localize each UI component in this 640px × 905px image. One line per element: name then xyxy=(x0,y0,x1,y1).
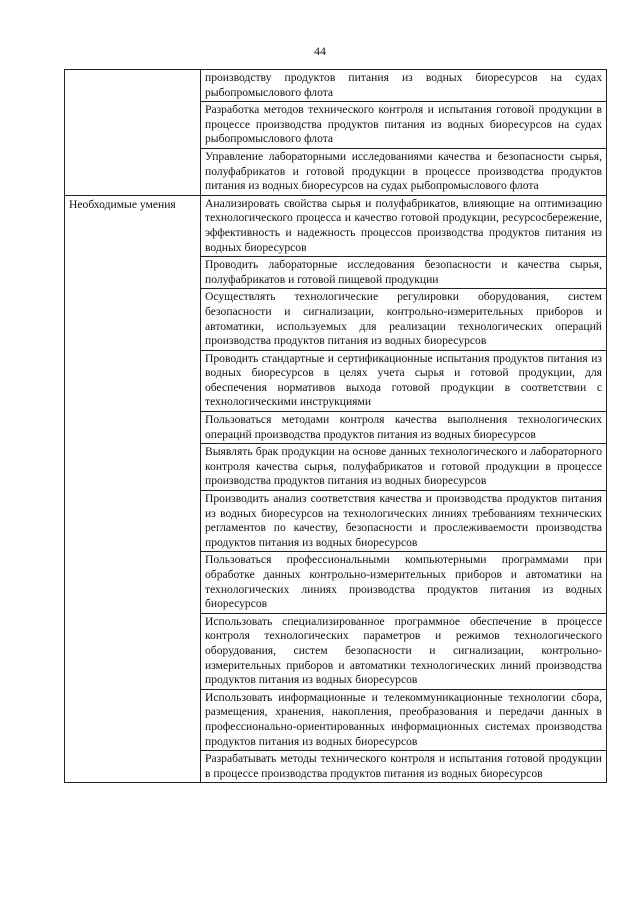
row-label xyxy=(65,412,201,444)
row-label xyxy=(65,257,201,289)
table-row xyxy=(65,289,607,350)
row-text: Осуществлять технологические регулировки оборудования, систем безопасности и сигнализации, контрольно-измерительных приборов и автоматики, используемых для реализации технологических операций производства продуктов питания из водных биоресурсов xyxy=(201,289,607,350)
table-row xyxy=(65,689,607,750)
row-label xyxy=(65,613,201,689)
table-row xyxy=(65,412,607,444)
table-row xyxy=(65,102,607,149)
requirements-table xyxy=(64,69,607,783)
table-row xyxy=(65,148,607,195)
row-text: производству продуктов питания из водных биоресурсов на судах рыбопромыслового флота xyxy=(201,70,607,102)
row-text: Анализировать свойства сырья и полуфабрикатов, влияющие на оптимизацию технологического процесса и качество готовой продукции, ресурсосбережение, эффективность и надежность процессов производства продуктов питания из водных биоресурсов xyxy=(201,195,607,256)
row-text: Использовать информационные и телекоммуникационные технологии сбора, размещения, хранения, накопления, преобразования и передачи данных в профессионально-ориентированных информационных системах производства продуктов питания из водных биоресурсов xyxy=(201,689,607,750)
row-text: Производить анализ соответствия качества и производства продуктов питания из водных биоресурсов на технологических линиях требованиям технических регламентов по качеству, безопасности и прослеживаемости производства продуктов питания из водных биоресурсов xyxy=(201,491,607,552)
table-row xyxy=(65,257,607,289)
row-text: Управление лабораторными исследованиями качества и безопасности сырья, полуфабрикатов и готовой продукции в процессе производства продуктов питания из водных биоресурсов на судах рыбопромыслового флота xyxy=(201,148,607,195)
row-label xyxy=(65,552,201,613)
section-label-necessary-skills: Необходимые умения xyxy=(65,195,201,256)
table-row xyxy=(65,552,607,613)
row-text: Пользоваться профессиональными компьютерными программами при обработке данных контрольно-измерительных приборов и автоматики на технологических линиях производства продуктов питания из водных биоресурсов xyxy=(201,552,607,613)
table-row xyxy=(65,444,607,491)
row-label xyxy=(65,350,201,411)
row-label xyxy=(65,491,201,552)
row-text: Использовать специализированное программное обеспечение в процессе контроля технологических параметров и режимов технологического оборудования, систем безопасности и сигнализации, контрольно-измерительных приборов и автоматики технологических линий производства продуктов питания из водных биоресурсов xyxy=(201,613,607,689)
row-label xyxy=(65,751,201,783)
table-row xyxy=(65,350,607,411)
row-label xyxy=(65,102,201,149)
table-row xyxy=(65,613,607,689)
row-label xyxy=(65,689,201,750)
table-row xyxy=(65,195,607,256)
row-label xyxy=(65,70,201,102)
row-text: Проводить лабораторные исследования безопасности и качества сырья, полуфабрикатов и готовой пищевой продукции xyxy=(201,257,607,289)
table-row xyxy=(65,491,607,552)
row-label xyxy=(65,289,201,350)
row-label xyxy=(65,444,201,491)
row-text: Проводить стандартные и сертификационные испытания продуктов питания из водных биоресурсов в целях учета сырья и готовой продукции, для обеспечения нормативов выхода готовой продукции в соответствии с технологическими инструкциями xyxy=(201,350,607,411)
row-text: Выявлять брак продукции на основе данных технологического и лабораторного контроля качества сырья, полуфабрикатов и готовой продукции в процессе производства продуктов питания из водных биоресурсов xyxy=(201,444,607,491)
table-row xyxy=(65,70,607,102)
page-number: 44 xyxy=(314,44,326,58)
row-text: Пользоваться методами контроля качества выполнения технологических операций производства продуктов питания из водных биоресурсов xyxy=(201,412,607,444)
row-label xyxy=(65,148,201,195)
row-text: Разрабатывать методы технического контроля и испытания готовой продукции в процессе производства продуктов питания из водных биоресурсов xyxy=(201,751,607,783)
row-text: Разработка методов технического контроля и испытания готовой продукции в процессе производства продуктов питания из водных биоресурсов на судах рыбопромыслового флота xyxy=(201,102,607,149)
table-row xyxy=(65,751,607,783)
